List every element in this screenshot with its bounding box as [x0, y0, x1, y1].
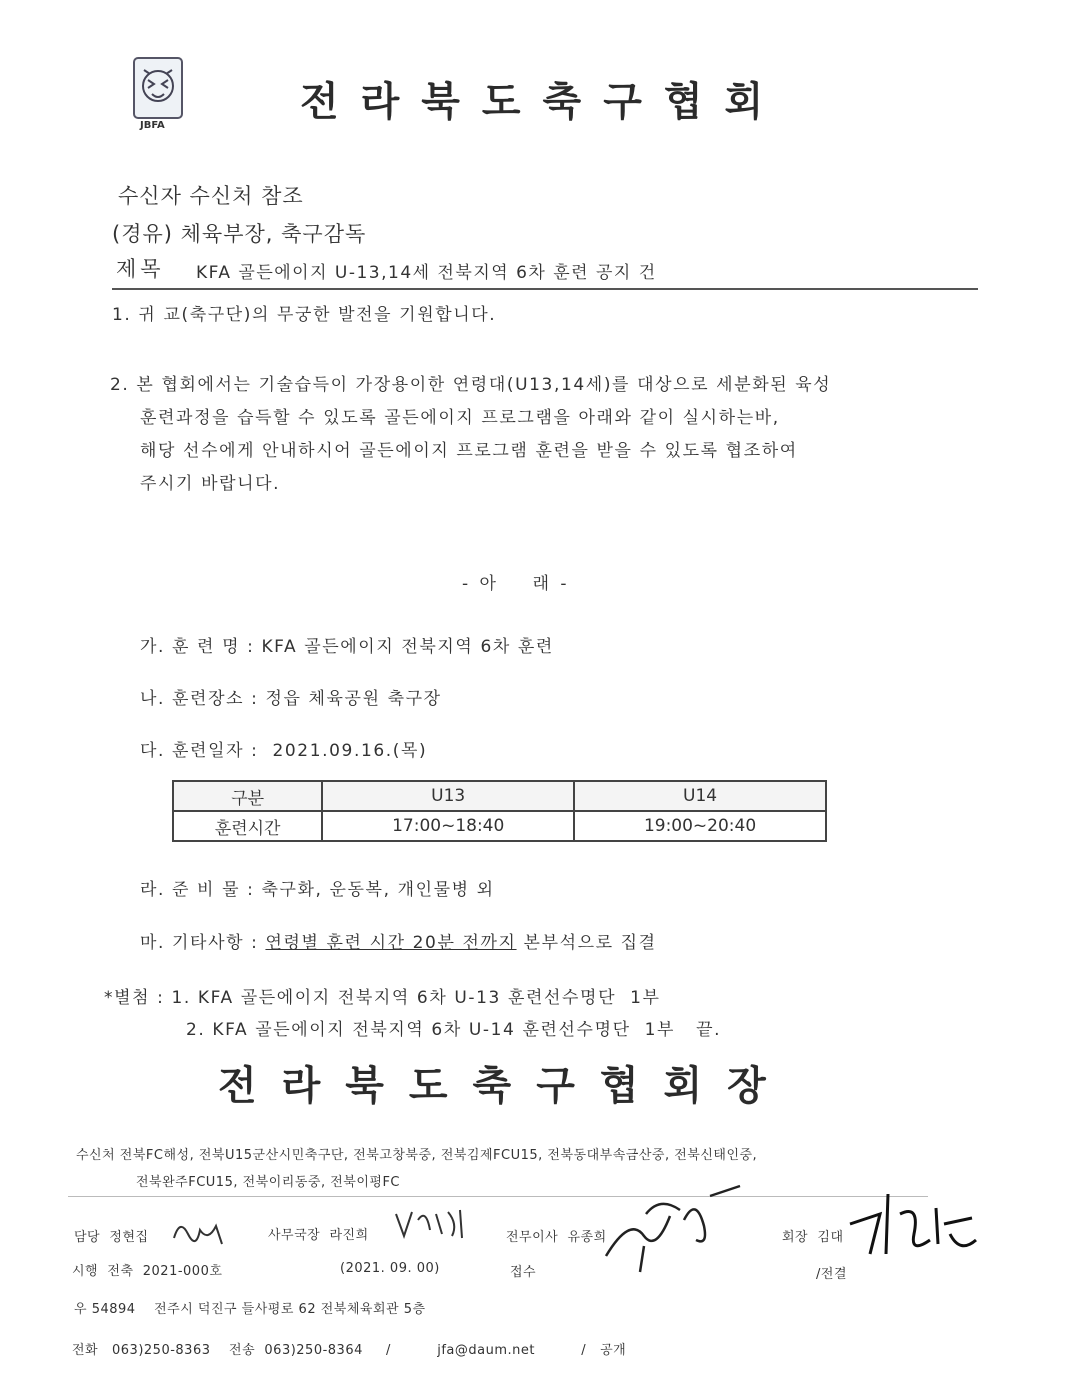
address-line: 우 54894 전주시 덕진구 들사평로 62 전북체육회관 5층: [74, 1302, 426, 1317]
table-header-cell: 구분: [173, 781, 322, 811]
item-training-name: 가. 훈 련 명 : KFA 골든에이지 전북지역 6차 훈련: [140, 637, 554, 657]
table-header-row: [173, 781, 826, 811]
document-number: 시행 전축 2021-000호: [72, 1264, 223, 1279]
subject-label: 제목: [116, 257, 165, 281]
signature-president: [840, 1184, 980, 1264]
table-cell: 훈련시간: [173, 811, 322, 841]
distribution-line: 수신처 전북FC해성, 전북U15군산시민축구단, 전북고창북중, 전북김제FCU15, 전북동대부속금산중, 전북신태인중,: [76, 1148, 758, 1163]
staff-secretary-general: 사무국장 라진희: [268, 1228, 369, 1243]
attachment-line: *별첨 : 1. KFA 골든에이지 전북지역 6차 U-13 훈련선수명단 1부: [104, 988, 661, 1008]
contact-line: 전화 063)250-8363 전송 063)250-8364 / jfa@daum.net / 공개: [72, 1343, 627, 1358]
table-row: [173, 811, 826, 841]
staff-president: 회장 김대: [782, 1230, 844, 1245]
receipt-label: 접수: [510, 1265, 537, 1280]
recipient-line: 수신자 수신처 참조: [118, 184, 304, 208]
header-divider: [112, 288, 978, 290]
paragraph-2-line: 주시기 바랍니다.: [140, 474, 281, 494]
footer-divider: [68, 1196, 928, 1197]
document-date: (2021. 09. 00): [340, 1261, 440, 1276]
other-notes-underlined: 연령별 훈련 시간 20분 전까지: [265, 933, 517, 953]
signature-staff-2: [392, 1204, 472, 1244]
subject-text: KFA 골든에이지 U-13,14세 전북지역 6차 훈련 공지 건: [196, 263, 657, 283]
logo-text: JBFA: [140, 120, 165, 131]
table-cell: 19:00~20:40: [574, 811, 826, 841]
distribution-line: 전북완주FCU15, 전북이리동중, 전북이평FC: [136, 1175, 401, 1190]
signature-staff-1: [170, 1212, 230, 1252]
staff-in-charge: 담당 정현집: [74, 1230, 149, 1245]
paragraph-2-line: 2. 본 협회에서는 기술습득이 가장용이한 연령대(U13,14세)를 대상으로 세분화된 육성: [110, 375, 832, 395]
paragraph-1: 1. 귀 교(축구단)의 무궁한 발전을 기원합니다.: [112, 305, 497, 325]
table-header-cell: U14: [574, 781, 826, 811]
attachment-line: 2. KFA 골든에이지 전북지역 6차 U-14 훈련선수명단 1부 끝.: [186, 1020, 722, 1040]
association-logo: [130, 56, 186, 136]
approval-label: /전결: [816, 1267, 847, 1282]
signature-staff-3: [600, 1176, 750, 1276]
via-line: (경유) 체육부장, 축구감독: [112, 222, 367, 246]
item-other-notes: [140, 928, 657, 953]
table-header-cell: U13: [322, 781, 574, 811]
paragraph-2-line: 해당 선수에게 안내하시어 골든에이지 프로그램 훈련을 받을 수 있도록 협조하여: [140, 441, 798, 461]
item-training-location: 나. 훈련장소 : 정읍 체육공원 축구장: [140, 689, 442, 709]
table-cell: 17:00~18:40: [322, 811, 574, 841]
paragraph-2-line: 훈련과정을 습득할 수 있도록 골든에이지 프로그램을 아래와 같이 실시하는바,: [140, 408, 780, 428]
item-training-date: 다. 훈련일자 : 2021.09.16.(목): [140, 741, 428, 761]
below-heading: - 아 래 -: [462, 574, 570, 594]
organization-title: 전라북도축구협회: [300, 79, 786, 125]
staff-executive-director: 전무이사 유종희: [506, 1230, 607, 1245]
other-notes-prefix: 마. 기타사항 :: [140, 933, 266, 953]
schedule-table: [172, 780, 827, 842]
chairman-title: 전라북도축구협회장: [218, 1063, 791, 1109]
item-supplies: 라. 준 비 물 : 축구화, 운동복, 개인물병 외: [140, 880, 495, 900]
other-notes-suffix: 본부석으로 집결: [516, 933, 657, 953]
